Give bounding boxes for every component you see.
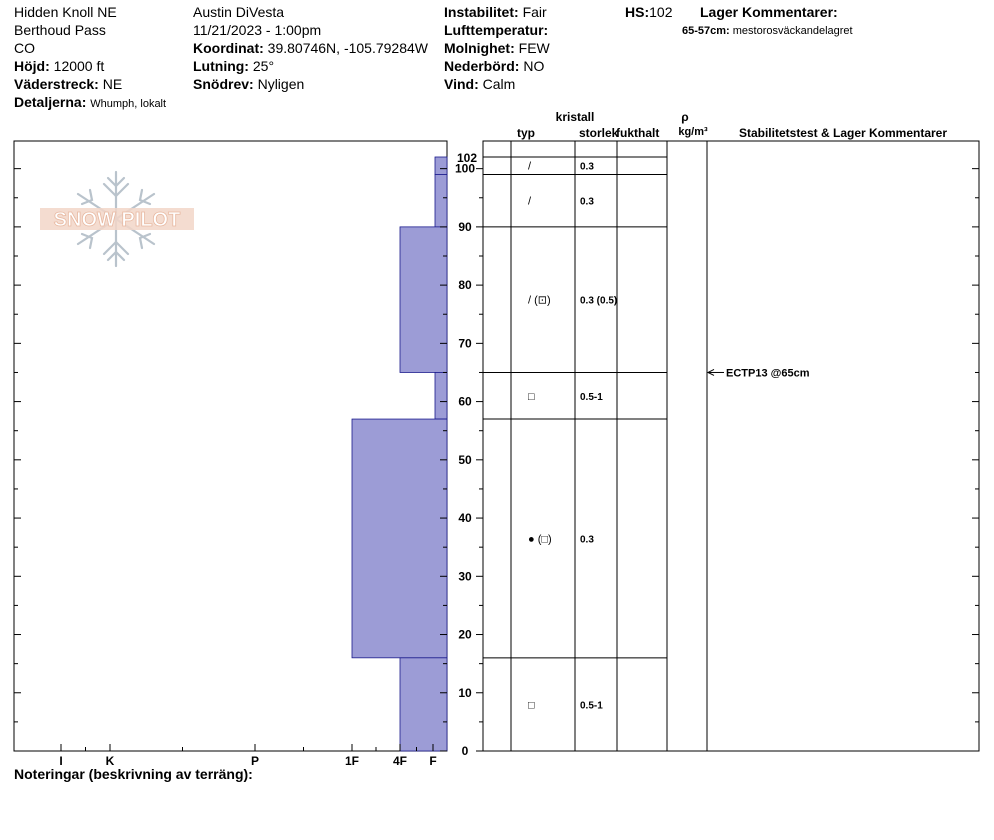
area-name: Berthoud Pass <box>14 22 106 38</box>
aspect-label: Väderstreck: <box>14 76 99 92</box>
coordinate-value: 39.80746N, -105.79284W <box>267 40 428 56</box>
depth-tick-label-10: 10 <box>458 685 472 700</box>
depth-tick-label-30: 30 <box>458 569 472 584</box>
crystal-header: kristall <box>555 110 595 124</box>
stability-label: Instabilitet: <box>444 4 519 20</box>
type-header: typ <box>517 126 535 140</box>
depth-tick-label-20: 20 <box>458 627 472 642</box>
moisture-header: fukthalt <box>616 126 660 140</box>
hardness-tick-label-I: I <box>59 754 63 768</box>
aspect-value: NE <box>102 76 123 92</box>
location-name: Hidden Knoll NE <box>14 4 117 20</box>
hardness-bar-3 <box>435 372 447 419</box>
layer-comment-range: 65-57cm: <box>682 25 730 37</box>
watermark-text: SNOW PILOT <box>53 209 181 231</box>
details-value: Whumph, lokalt <box>90 98 167 110</box>
hardness-bar-1 <box>435 174 447 226</box>
hardness-bar-2 <box>400 227 447 373</box>
hardness-tick-label-P: P <box>250 754 260 768</box>
precip-label: Nederbörd: <box>444 58 520 74</box>
wind-label: Vind: <box>444 76 479 92</box>
layer-comments-label: Lager Kommentarer: <box>700 4 838 20</box>
layer-table-frame <box>483 141 979 751</box>
layer-rows <box>528 161 617 712</box>
coordinate-label: Koordinat: <box>193 40 264 56</box>
grain-type-5: □ <box>528 699 535 712</box>
test-label-0: ECTP13 @65cm <box>726 367 810 380</box>
hardness-bars <box>352 157 447 751</box>
elevation-value: 12000 ft <box>53 58 105 74</box>
grain-size-5: 0.5-1 <box>580 700 603 712</box>
grain-size-2: 0.3 (0.5) <box>580 295 618 307</box>
hardness-tick-label-K: K <box>105 754 115 768</box>
layer-comment-text: mestorosväckandelagret <box>732 25 853 37</box>
airtemp-label: Lufttemperatur: <box>444 22 549 38</box>
depth-tick-label-70: 70 <box>458 336 472 351</box>
grain-size-4: 0.3 <box>580 534 594 546</box>
stability-value: Fair <box>522 4 547 20</box>
grain-size-1: 0.3 <box>580 196 594 208</box>
grain-size-0: 0.3 <box>580 161 594 173</box>
hardness-bar-5 <box>400 658 447 751</box>
hardness-bar-4 <box>352 419 447 658</box>
observation-datetime: 11/21/2023 - 1:00pm <box>193 22 322 38</box>
size-header: storlek <box>579 126 619 140</box>
depth-top-label: 102 <box>456 151 478 165</box>
slope-label: Lutning: <box>193 58 249 74</box>
stability-tests <box>708 367 810 379</box>
depth-axis <box>14 151 979 758</box>
notes-label: Noteringar (beskrivning av terräng): <box>14 766 253 782</box>
hardness-tick-label-4F: 4F <box>392 754 408 768</box>
precip-value: NO <box>523 58 545 74</box>
wind-value: Calm <box>482 76 516 92</box>
hardness-bar-0 <box>435 157 447 174</box>
observer-name: Austin DiVesta <box>193 4 285 20</box>
stability-tests-header: Stabilitetstest & Lager Kommentarer <box>738 126 948 140</box>
hardness-axis <box>59 744 436 768</box>
hs-value: 102 <box>649 4 673 20</box>
depth-tick-label-80: 80 <box>458 278 472 293</box>
grain-size-3: 0.5-1 <box>580 391 603 403</box>
density-unit-header: kg/m³ <box>678 126 708 138</box>
hardness-tick-label-F: F <box>429 754 437 768</box>
rho-header: ρ <box>681 110 689 124</box>
details-label: Detaljerna: <box>14 94 87 110</box>
grain-type-2: / (⊡) <box>528 294 551 307</box>
depth-tick-label-0: 0 <box>461 744 469 758</box>
hs-label: HS: <box>625 4 650 20</box>
grain-type-4: ● (□) <box>528 533 552 546</box>
state-name: CO <box>14 40 35 56</box>
sky-value: FEW <box>518 40 550 56</box>
depth-tick-label-40: 40 <box>458 511 472 526</box>
depth-tick-label-60: 60 <box>458 394 472 409</box>
grain-type-3: □ <box>528 390 535 403</box>
grain-type-1: / <box>528 195 532 208</box>
drift-value: Nyligen <box>257 76 305 92</box>
depth-tick-label-100: 100 <box>454 161 476 176</box>
drift-label: Snödrev: <box>193 76 254 92</box>
depth-tick-label-90: 90 <box>458 219 472 234</box>
sky-label: Molnighet: <box>444 40 515 56</box>
hardness-tick-label-1F: 1F <box>344 754 360 768</box>
slope-value: 25° <box>252 58 275 74</box>
grain-type-0: / <box>528 160 532 173</box>
elevation-label: Höjd: <box>14 58 50 74</box>
depth-tick-label-50: 50 <box>458 452 472 467</box>
